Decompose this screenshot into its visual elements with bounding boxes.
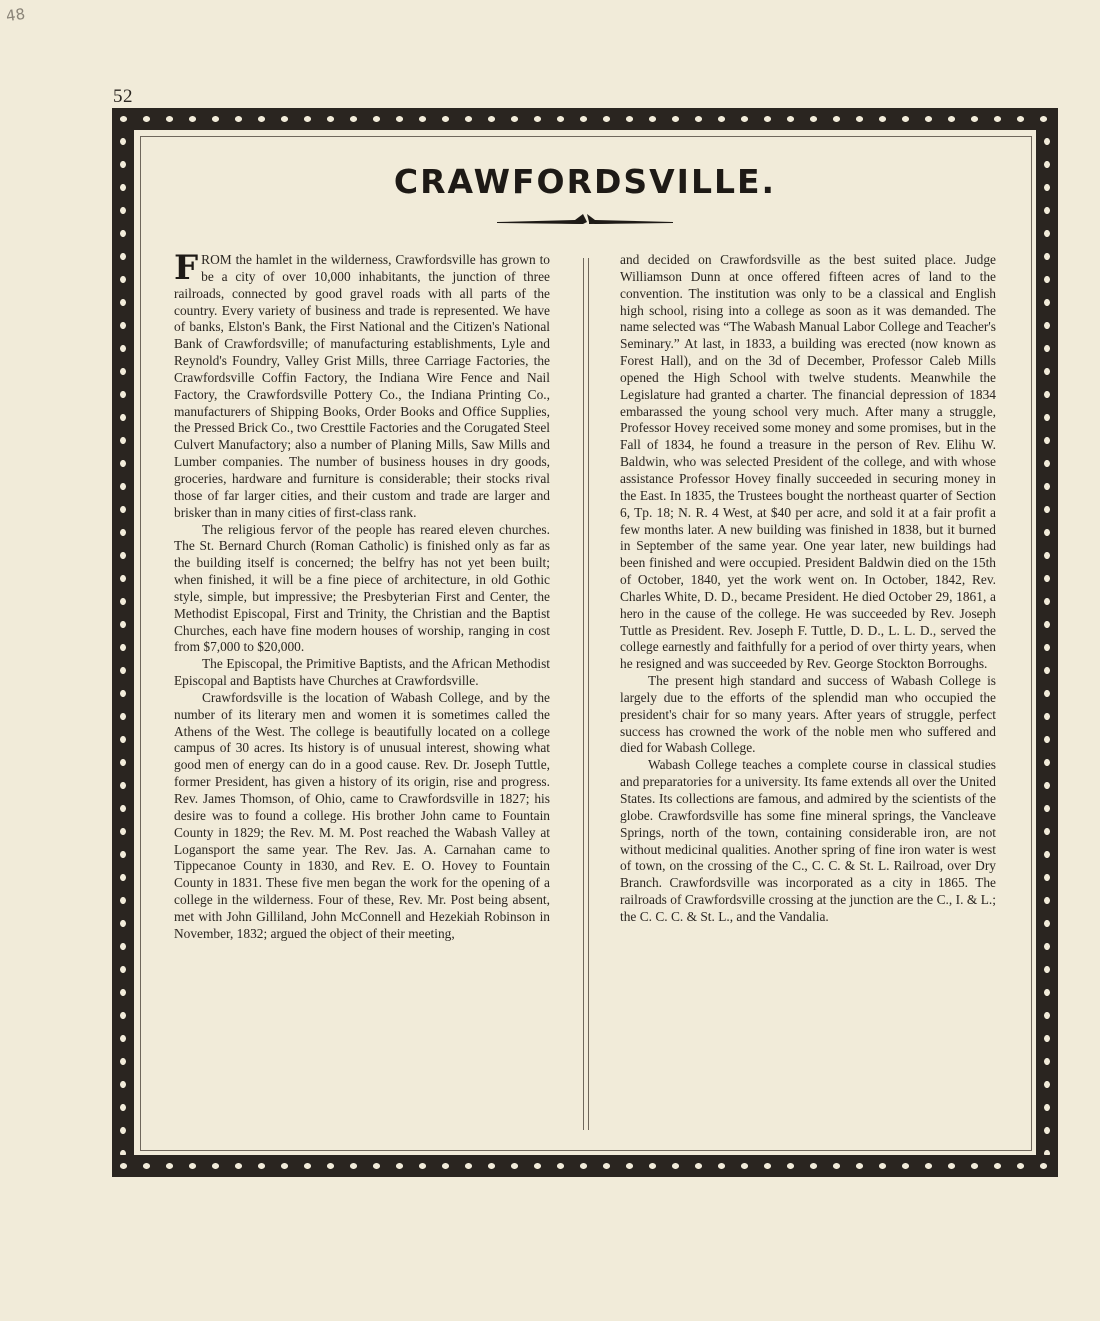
- paragraph: The religious fervor of the people has reared eleven churches. The St. Bernard Church (Roman Catholic) is finished only as far as the building itself is concerned; the belfry has not yet been built; when finished, it will be a fine piece of architecture, in old Gothic style, simple, but impressive; the Presbyterian First and Center, the Methodist Episcopal, First and Trinity, the Christian and the Baptist Churches, each have fine modern houses of worship, ranging in cost from $7,000 to $20,000.: [174, 521, 550, 655]
- column-divider: [583, 258, 589, 1130]
- drop-cap: F: [174, 248, 199, 288]
- paragraph: and decided on Crawfordsville as the best suited place. Judge Williamson Dunn at once offered fifteen acres of land to the convention. The institution was only to be a classical and English high school, rising into a college as soon as it was demanded. The name selected was “The Wabash Manual Labor College and Teacher's Seminary.” At last, in 1833, a building was erected (now known as Forest Hall), and on the 3d of December, Professor Caleb Mills opened the High School with twelve students. Meanwhile the Legislature had granted a charter. The financial depression of 1834 embarassed the young school very much. After many a struggle, Professor Hovey received some money and some promises, but in the Fall of 1834, he found a treasure in the person of Rev. Elihu W. Baldwin, who was selected President of the college, and with whose assistance Professor Hovey finally succeeded in securing money in the East. In 1835, the Trustees bought the northeast quarter of Section 6, Tp. 18; N. R. 4 West, at $40 per acre, and sold it at a fair profit a few months later. A new building was finished in 1838, but it burned in September of the same year. One year later, new buildings had been finished and were occupied. President Baldwin died on the 15th of October, 1840, yet the work went on. In October, 1842, Rev. Charles White, D. D., became President. He died October 29, 1861, a hero in the cause of the college. He was succeeded by Rev. Joseph Tuttle as President. Rev. Joseph F. Tuttle, D. D., L. L. D., served the college earnestly and faithfully for a period of over thirty years, when he resigned and was succeeded by Rev. George Stockton Borroughs.: [620, 252, 996, 672]
- paragraph: The Episcopal, the Primitive Baptists, and the African Methodist Episcopal and Baptists have Churches at Crawfordsville.: [174, 656, 550, 689]
- text-column-right: [620, 252, 996, 926]
- pencil-annotation: 48: [4, 4, 27, 26]
- ornamental-border-top: [112, 108, 1058, 130]
- paragraph: The present high standard and success of Wabash College is largely due to the efforts of the splendid man who occupied the president's chair for so many years. After years of struggle, perfect success has crowned the work of the noble men who suffered and died for Wabash College.: [620, 673, 996, 756]
- ornamental-border-left: [112, 130, 134, 1155]
- paragraph: FROM the hamlet in the wilderness, Crawfordsville has grown to be a city of over 10,000 inhabitants, the junction of three railroads, connected by good gravel roads with all parts of the country. Every variety of business and trade is represented. We have of banks, Elston's Bank, the First National and the Citizen's National Bank of Crawfordsville; of manufacturing establishments, Lyle and Reynold's Foundry, Valley Grist Mills, three Carriage Factories, the Crawfordsville Coffin Factory, the Indiana Wire Fence and Nail Factory, the Crawfordsville Pottery Co., the Indiana Printing Co., manufacturers of Shipping Books, Order Books and Office Supplies, the Pressed Brick Co., two Cresttile Factories and the Corugated Steel Culvert Manufactory; also a number of Planing Mills, Saw Mills and Lumber companies. The number of business houses in dry goods, groceries, hardware and furniture is considerable; their stocks rival those of far larger cities, and their custom and trade are larger and brisker than in many cities of first-class rank.: [174, 248, 550, 520]
- title-ornament: [497, 210, 673, 230]
- ornamental-border-right: [1036, 130, 1058, 1155]
- ornamental-border-bottom: [112, 1155, 1058, 1177]
- paragraph: Wabash College teaches a complete course in classical studies and preparatories for a university. Its fame extends all over the United States. Its collections are famous, and admired by the scientists of the globe. Crawfordsville has some fine mineral springs, the Vancleave Springs, north of the town, containing considerable iron, are not without medicinal qualities. Another spring of fine iron water is west of town, on the crossing of the C., C. C. & St. L. Railroad, over Dry Branch. Crawfordsville was incorporated as a city in 1865. The railroads of Crawfordsville crossing at the junction are the C., I. & L.; the C. C. C. & St. L., and the Vandalia.: [620, 757, 996, 924]
- page-title: CRAWFORDSVILLE.: [393, 162, 777, 201]
- paragraph: Crawfordsville is the location of Wabash College, and by the number of its literary men and women it is sometimes called the Athens of the West. The college is beautifully located on a college campus of 30 acres. Its history is of unusual interest, showing what good men of energy can do in a good cause. Rev. Dr. Joseph Tuttle, former President, has given a history of its origin, rise and progress. Rev. James Thomson, of Ohio, came to Crawfordsville in 1827; his desire was to found a college. His brother John came to Fountain County in 1829; the Rev. M. M. Post reached the Wabash Valley at Logansport the same year. The Rev. Jas. A. Carnahan came to Tippecanoe County in 1830, and Rev. E. O. Hovey to Fountain County in 1831. These five men began the work for the opening of a college in the wilderness. Four of these, Rev. Mr. Post being absent, met with John Gilliland, John McConnell and Hezekiah Robinson in November, 1832; argued the object of their meeting,: [174, 689, 550, 941]
- text-column-left: [174, 248, 550, 943]
- page-number: 52: [113, 86, 133, 107]
